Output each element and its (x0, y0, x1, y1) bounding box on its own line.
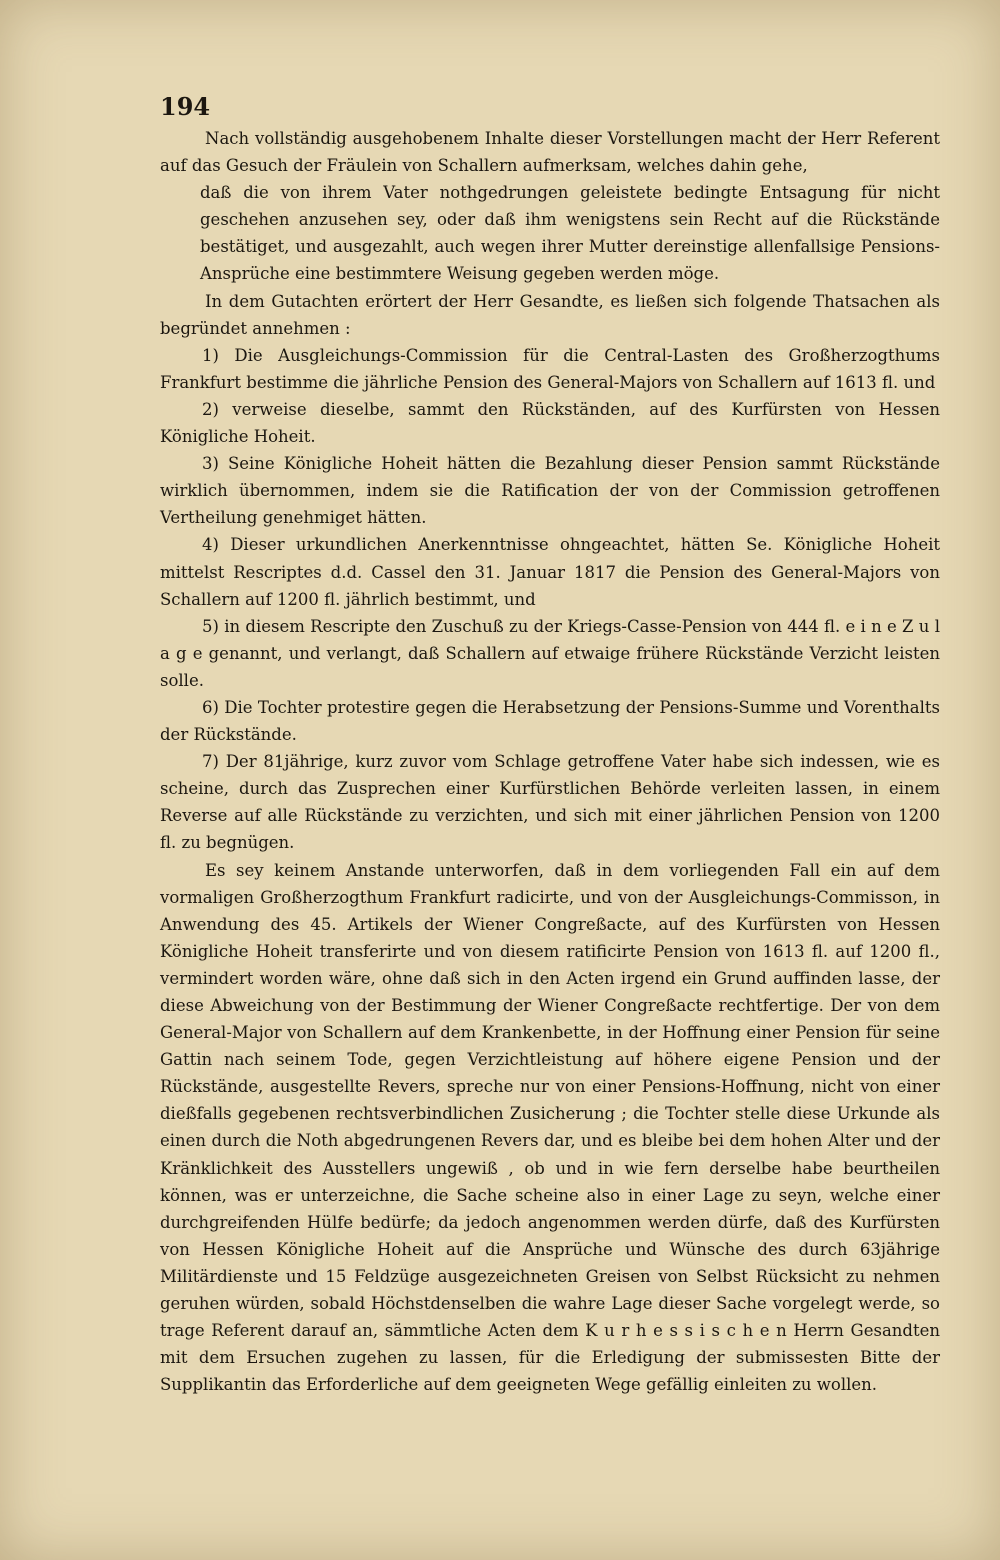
paragraph-conclusion: Es sey keinem Anstande unterworfen, daß in dem vorliegenden Fall ein auf dem vormaligen Großherzogthum Frankfurt radicirte, und von der Ausgleichungs-Commisson, in Anwendung des 45. Artikels der Wiener Congreßacte, auf des Kurfürsten von Hessen Königliche Hoheit transferirte und von diesem ratificirte Pension von 1613 fl. auf 1200 fl., vermindert worden wäre, ohne daß sich in den Acten irgend ein Grund auffinden lasse, der diese Abweichung von der Bestimmung der Wiener Congreßacte rechtfertige. Der von dem General-Major von Schallern auf dem Krankenbette, in der Hoffnung einer Pension für seine Gattin nach seinem Tode, gegen Verzichtleistung auf höhere eigene Pension und der Rückstände, ausgestellte Revers, spreche nur von einer Pensions-Hoffnung, nicht von einer dießfalls gegebenen rechtsverbindlichen Zusicherung ; die Tochter stelle diese Urkunde als einen durch die Noth abgedrungenen Revers dar, und es bleibe bei dem hohen Alter und der Kränklichkeit des Ausstellers ungewiß , ob und in wie fern derselbe habe beurtheilen können, was er unterzeichne, die Sache scheine also in einer Lage zu seyn, welche einer durchgreifenden Hülfe bedürfe; da jedoch angenommen werden dürfe, daß des Kurfürsten von Hessen Königliche Hoheit auf die Ansprüche und Wünsche des durch 63jährige Militärdienste und 15 Feldzüge ausgezeichneten Greisen von Selbst Rücksicht zu nehmen geruhen würden, sobald Höchstdenselben die wahre Lage dieser Sache vorgelegt werde, so trage Referent darauf an, sämmtliche Acten dem K u r h e s s i s c h e n Herrn Gesandten mit dem Ersuchen zugehen zu lassen, für die Erledigung der submissesten Bitte der Supplikantin das Erforderliche auf dem geeigneten Wege gefällig einleiten zu wollen. (160, 860, 940, 1395)
paragraph-intro: Nach vollständig ausgehobenem Inhalte dieser Vorstellungen macht der Herr Referent auf das Gesuch der Fräulein von Schallern aufmerksam, welches dahin gehe, (160, 129, 940, 176)
page-number: 194 (160, 92, 211, 121)
list-item-3: 3) Seine Königliche Hoheit hätten die Bezahlung dieser Pension sammt Rückstände wirklich übernommen, indem sie die Ratification der von der Commission getroffenen Vertheilung genehmiget hätten. (160, 454, 940, 528)
list-item-4: 4) Dieser urkundlichen Anerkenntnisse ohngeachtet, hätten Se. Königliche Hoheit mittelst Rescriptes d.d. Cassel den 31. Januar 1817 die Pension des General-Majors von Schallern auf 1200 fl. jährlich bestimmt, und (160, 535, 940, 609)
paragraph-opinion: In dem Gutachten erörtert der Herr Gesandte, es ließen sich folgende Thatsachen als begründet annehmen : (160, 291, 940, 338)
list-item-6: 6) Die Tochter protestire gegen die Herabsetzung der Pensions-Summe und Vorenthalts der Rückstände. (160, 697, 940, 745)
list-item-5: 5) in diesem Rescripte den Zuschuß zu der Kriegs-Casse-Pension von 444 fl. e i n e Z u l a g e genannt, und verlangt, daß Schallern auf etwaige frühere Rückstände Verzicht leisten solle. (160, 616, 940, 690)
paragraph-request: daß die von ihrem Vater nothgedrungen geleistete bedingte Entsagung für nicht geschehen anzusehen sey, oder daß ihm wenigstens sein Recht auf die Rückstände bestätiget, und ausgezahlt, auch wegen ihrer Mutter dereinstige allenfallsige Pensions-Ansprüche eine bestimmtere Weisung gegeben werden möge. (200, 183, 940, 284)
list-item-7: 7) Der 81jährige, kurz zuvor vom Schlage getroffene Vater habe sich indessen, wie es scheine, durch das Zusprechen einer Kurfürstlichen Behörde verleiten lassen, in einem Reverse auf alle Rückstände zu verzichten, und sich mit einer jährlichen Pension von 1200 fl. zu begnügen. (160, 752, 940, 853)
list-item-1: 1) Die Ausgleichungs-Commission für die Central-Lasten des Großherzogthums Frankfurt bestimme die jährliche Pension des General-Majors von Schallern auf 1613 fl. und (160, 345, 940, 392)
body-text (160, 125, 940, 1398)
list-item-2: 2) verweise dieselbe, sammt den Rückständen, auf des Kurfürsten von Hessen Königliche Hoheit. (160, 399, 940, 447)
